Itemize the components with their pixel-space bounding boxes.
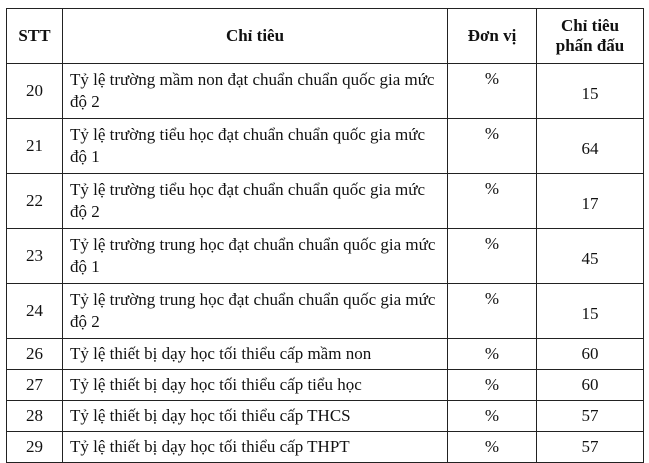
cell-unit: % <box>448 64 537 119</box>
cell-stt: 23 <box>7 229 63 284</box>
cell-stt: 29 <box>7 432 63 463</box>
cell-name: Tỷ lệ trường tiểu học đạt chuẩn chuẩn quốc gia mức độ 2 <box>63 174 448 229</box>
cell-target: 15 <box>537 64 644 119</box>
cell-unit: % <box>448 432 537 463</box>
cell-name: Tỷ lệ trường mầm non đạt chuẩn chuẩn quốc gia mức độ 2 <box>63 64 448 119</box>
cell-stt: 22 <box>7 174 63 229</box>
cell-name: Tỷ lệ trường tiểu học đạt chuẩn chuẩn quốc gia mức độ 1 <box>63 119 448 174</box>
cell-name: Tỷ lệ thiết bị dạy học tối thiểu cấp THPT <box>63 432 448 463</box>
cell-name: Tỷ lệ thiết bị dạy học tối thiểu cấp mầm non <box>63 339 448 370</box>
cell-unit: % <box>448 339 537 370</box>
targets-table <box>6 8 644 463</box>
table-header <box>7 9 644 64</box>
cell-stt: 20 <box>7 64 63 119</box>
cell-unit: % <box>448 229 537 284</box>
table-row <box>7 64 644 119</box>
cell-target: 57 <box>537 432 644 463</box>
cell-unit: % <box>448 370 537 401</box>
header-target-line1: Chỉ tiêu <box>560 15 620 35</box>
table-body <box>7 64 644 463</box>
cell-stt: 26 <box>7 339 63 370</box>
table-row <box>7 339 644 370</box>
header-row <box>7 9 644 64</box>
table-row <box>7 432 644 463</box>
cell-target: 64 <box>537 119 644 174</box>
header-unit: Đơn vị <box>448 9 537 64</box>
table-row <box>7 174 644 229</box>
header-target-line2: phấn đấu <box>555 35 625 55</box>
cell-stt: 24 <box>7 284 63 339</box>
cell-unit: % <box>448 401 537 432</box>
header-name: Chỉ tiêu <box>63 9 448 64</box>
header-stt: STT <box>7 9 63 64</box>
table-row <box>7 370 644 401</box>
cell-target: 15 <box>537 284 644 339</box>
cell-unit: % <box>448 119 537 174</box>
cell-unit: % <box>448 284 537 339</box>
cell-target: 45 <box>537 229 644 284</box>
cell-target: 60 <box>537 370 644 401</box>
cell-name: Tỷ lệ thiết bị dạy học tối thiểu cấp tiểu học <box>63 370 448 401</box>
table-row <box>7 284 644 339</box>
cell-target: 57 <box>537 401 644 432</box>
cell-stt: 28 <box>7 401 63 432</box>
table-row <box>7 401 644 432</box>
cell-target: 17 <box>537 174 644 229</box>
cell-stt: 27 <box>7 370 63 401</box>
cell-name: Tỷ lệ trường trung học đạt chuẩn chuẩn quốc gia mức độ 1 <box>63 229 448 284</box>
table-row <box>7 119 644 174</box>
header-target <box>537 9 644 64</box>
table-row <box>7 229 644 284</box>
cell-name: Tỷ lệ thiết bị dạy học tối thiểu cấp THCS <box>63 401 448 432</box>
cell-target: 60 <box>537 339 644 370</box>
cell-unit: % <box>448 174 537 229</box>
cell-name: Tỷ lệ trường trung học đạt chuẩn chuẩn quốc gia mức độ 2 <box>63 284 448 339</box>
cell-stt: 21 <box>7 119 63 174</box>
